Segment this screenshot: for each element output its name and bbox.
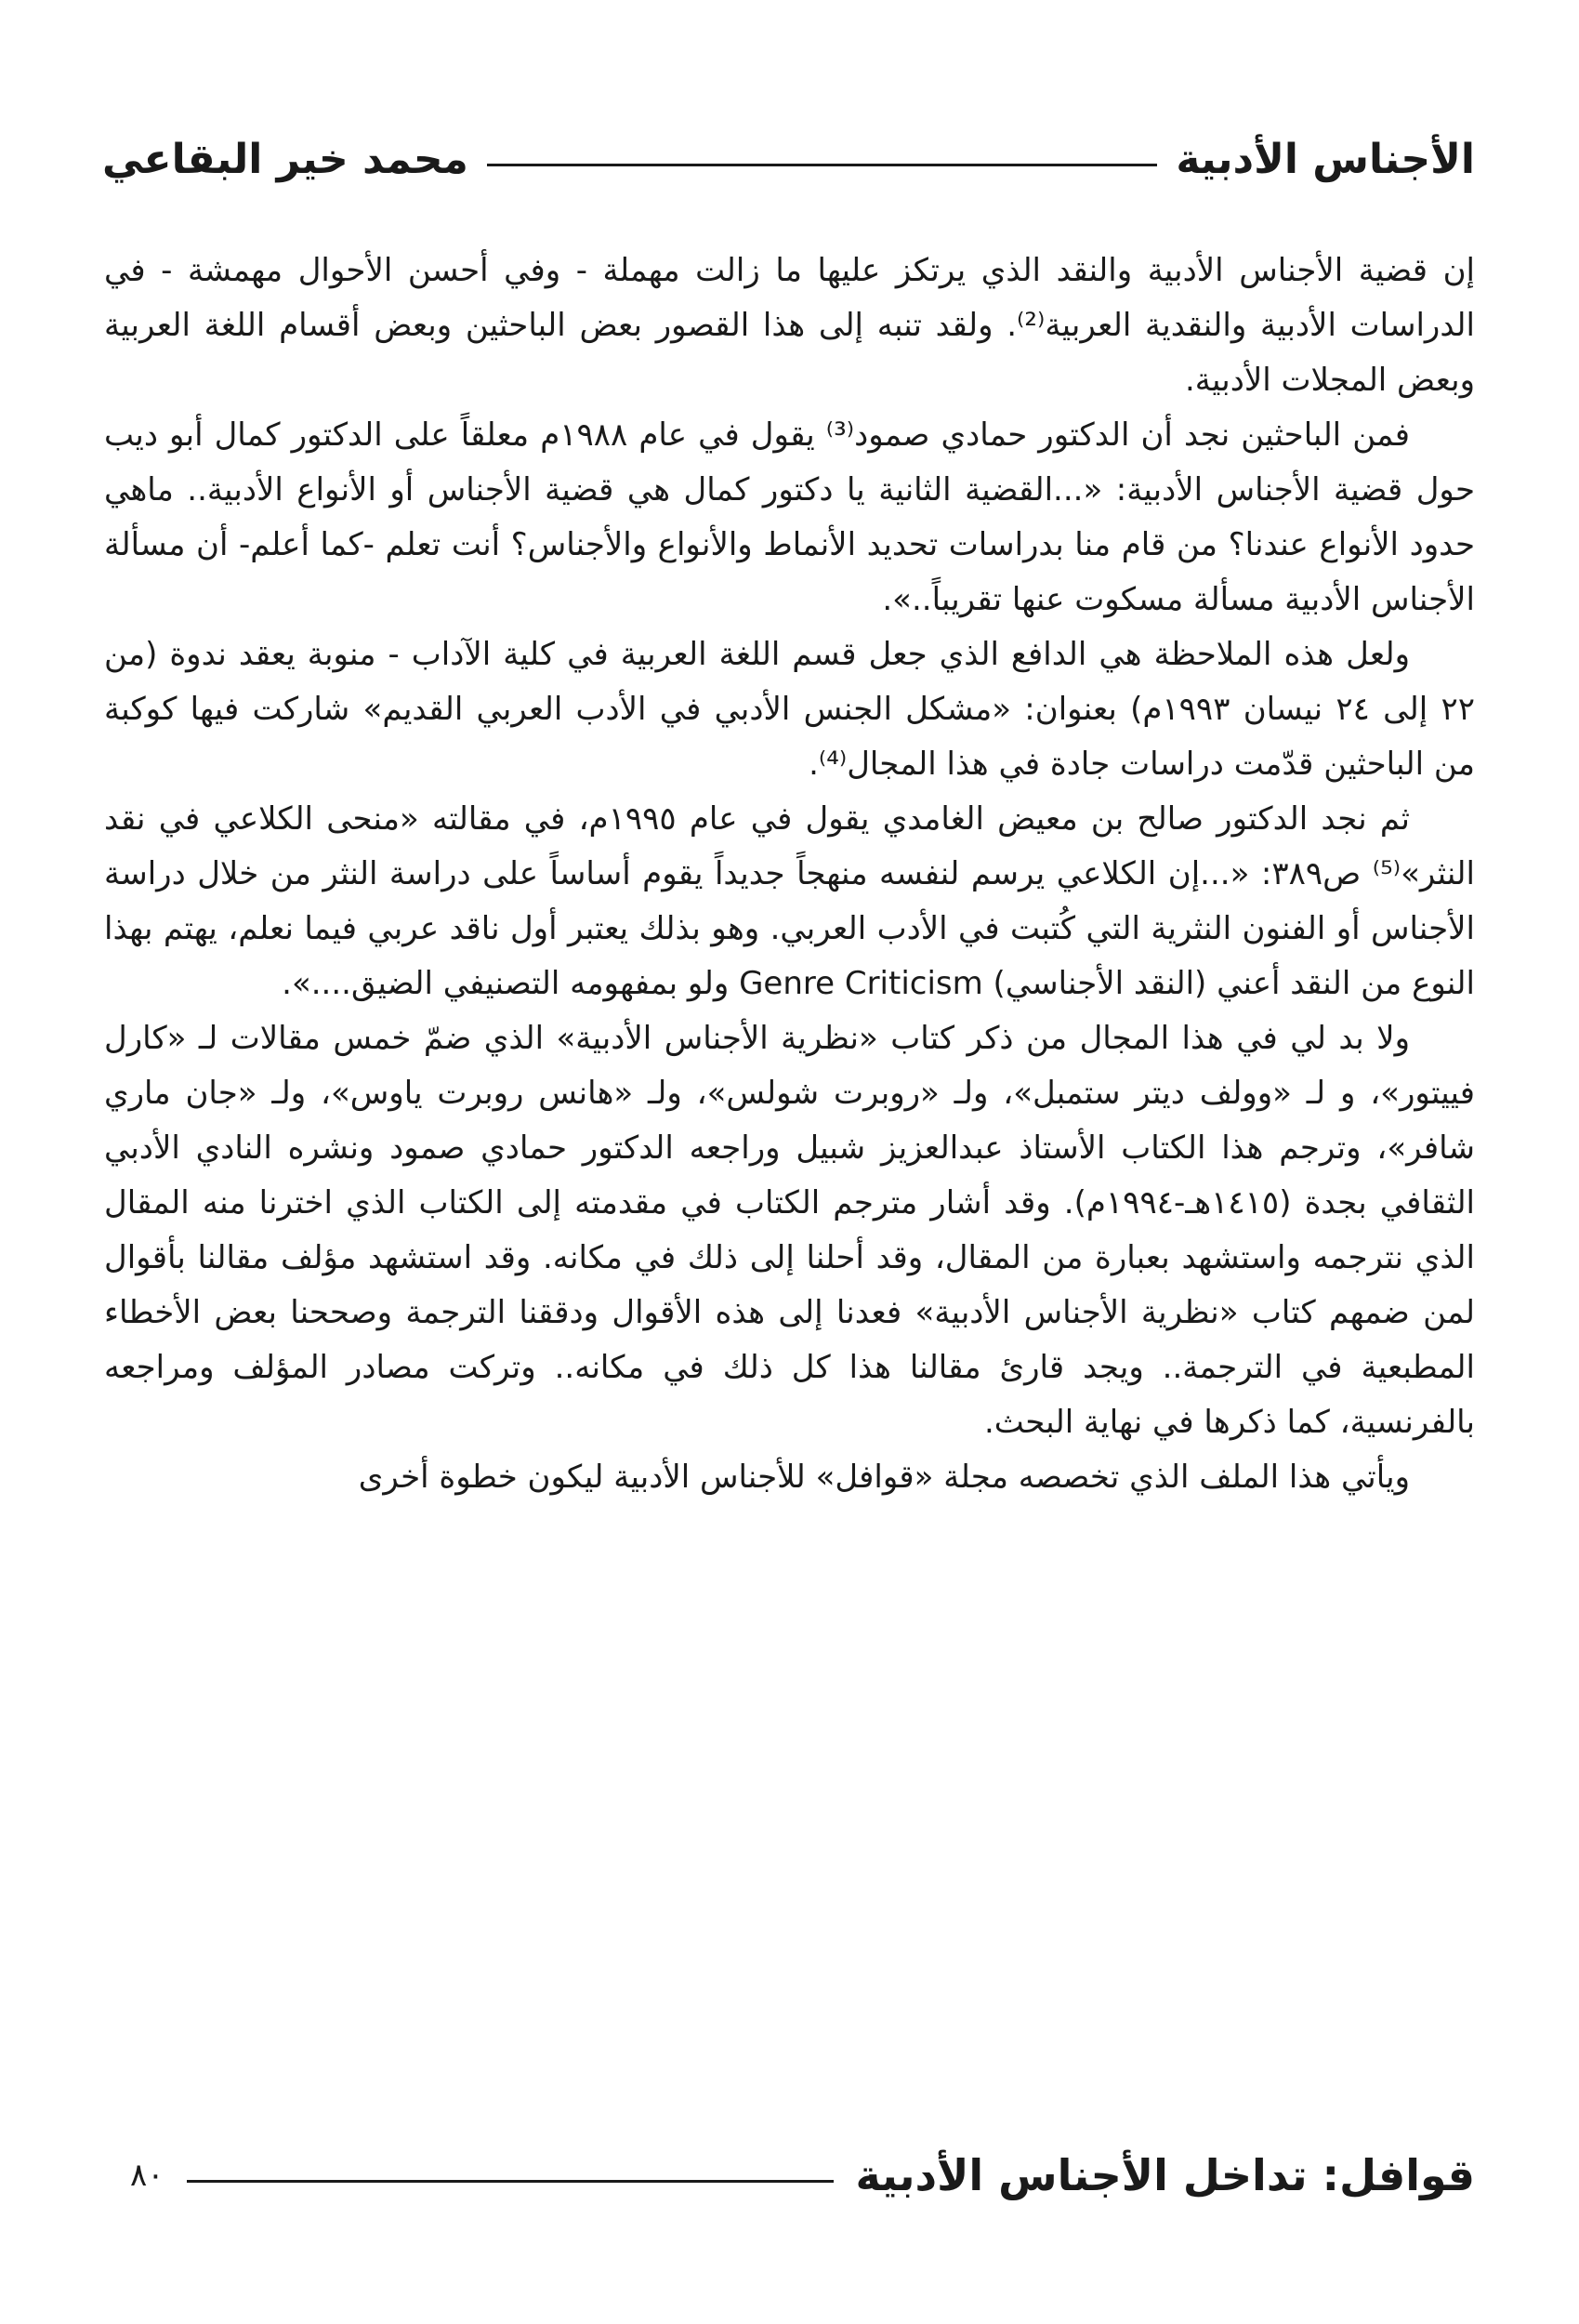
section-title: الأجناس الأدبية [1176, 135, 1475, 183]
paragraph: إن قضية الأجناس الأدبية والنقد الذي يرتكز عليها ما زالت مهملة - وفي أحسن الأحوال مهمشة - في الدراسات الأدبية والنقدية العربية⁽²⁾. ولقد تنبه إلى هذا القصور بعض الباحثين وبعض أقسام اللغة العربية وبعض المجلات الأدبية. [104, 252, 1475, 399]
footer-rule [187, 2180, 834, 2183]
paragraph: فمن الباحثين نجد أن الدكتور حمادي صمود⁽³⁾ يقول في عام ١٩٨٨م معلقاً على الدكتور كمال أبو ديب حول قضية الأجناس الأدبية: «...القضية الثانية يا دكتور كمال هي قضية الأجناس أو الأنواع الأدبية.. ماهي حدود الأنواع عندنا؟ من قام منا بدراسات تحديد الأنماط والأنواع والأجناس؟ أنت تعلم -كما أعلم- أن مسألة الأجناس الأدبية مسألة مسكوت عنها تقريباً..». [104, 416, 1475, 618]
page-number: ٨٠ [130, 2157, 164, 2194]
running-footer [130, 2138, 1475, 2212]
running-header [102, 125, 1475, 192]
author-name: محمد خير البقاعي [102, 135, 468, 183]
paragraph: ولا بد لي في هذا المجال من ذكر كتاب «نظرية الأجناس الأدبية» الذي ضمّ خمس مقالات لـ «كارل فييتور»، و لـ «وولف ديتر ستمبل»، ولـ «روبرت شولس»، ولـ «هانس روبرت ياوس»، ولـ «جان ماري شافر»، وترجم هذا الكتاب الأستاذ عبدالعزيز شبيل وراجعه الدكتور حمادي صمود ونشره النادي الأدبي الثقافي بجدة (١٤١٥هـ-١٩٩٤م). وقد أشار مترجم الكتاب في مقدمته إلى الكتاب الذي اخترنا منه المقال الذي نترجمه واستشهد بعبارة من المقال، وقد أحلنا إلى ذلك في مكانه. وقد استشهد مؤلف مقالنا بأقوال لمن ضمهم كتاب «نظرية الأجناس الأدبية» فعدنا إلى هذه الأقوال ودققنا الترجمة وصححنا بعض الأخطاء المطبعية في الترجمة.. ويجد قارئ مقالنا هذا كل ذلك في مكانه.. وتركت مصادر المؤلف ومراجعه بالفرنسية، كما ذكرها في نهاية البحث. [104, 1020, 1476, 1441]
paragraph: ويأتي هذا الملف الذي تخصصه مجلة «قوافل» للأجناس الأدبية ليكون خطوة أخرى [358, 1459, 1410, 1496]
header-rule [487, 164, 1157, 166]
paragraph: ثم نجد الدكتور صالح بن معيض الغامدي يقول في عام ١٩٩٥م، في مقالته «منحى الكلاعي في نقد النثر»⁽⁵⁾ ص٣٨٩: «...إن الكلاعي يرسم لنفسه منهجاً جديداً يقوم أساساً على دراسة النثر من خلال دراسة الأجناس أو الفنون النثرية التي كُتبت في الأدب العربي. وهو بذلك يعتبر أول ناقد عربي فيما نعلم، يهتم بهذا النوع من النقد أعني (النقد الأجناسي) Genre Criticism ولو بمفهومه التصنيفي الضيق....». [104, 800, 1475, 1002]
paragraph: ولعل هذه الملاحظة هي الدافع الذي جعل قسم اللغة العربية في كلية الآداب - منوبة يعقد ندوة (من ٢٢ إلى ٢٤ نيسان ١٩٩٣م) بعنوان: «مشكل الجنس الأدبي في الأدب العربي القديم» شاركت فيها كوكبة من الباحثين قدّمت دراسات جادة في هذا المجال⁽⁴⁾. [104, 636, 1475, 783]
journal-title: قوافل: تداخل الأجناس الأدبية [855, 2150, 1475, 2200]
article-body [104, 244, 1475, 1505]
